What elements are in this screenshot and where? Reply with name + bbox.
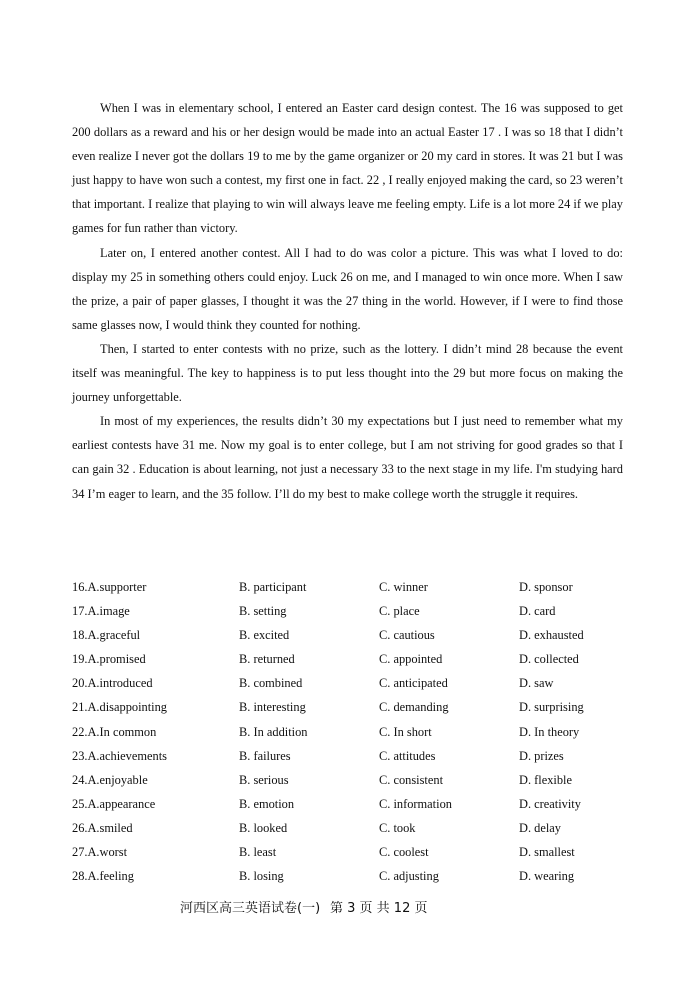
option-b: B. least (239, 845, 277, 860)
option-a: 21.A.disappointing (72, 700, 167, 715)
option-c: C. adjusting (379, 869, 439, 884)
option-d: D. delay (519, 820, 561, 835)
option-d: D. prizes (519, 748, 564, 763)
option-a: 17.A.image (72, 604, 130, 619)
option-c: C. anticipated (379, 676, 448, 691)
passage-paragraph-1: When I was in elementary school, I entered an Easter card design contest. The 16 was supposed to get 200 dollars as a reward and his or her design would be made into an actual Easter 17 . I was so 18 that I didn’t even realize I never got the dollars 19 to me by the game organizer or 20 my card in stores. It was 21 but I was just happy to have won such a contest, my first one in fact. 22 , I really enjoyed making the card, so 23 weren’t that important. I realize that playing to win will always leave me feeling empty. Life is a lot more 24 if we play games for fun rather than victory. (72, 101, 623, 236)
passage-paragraph-3: Then, I started to enter contests with no prize, such as the lottery. I didn’t mind 28 because the event itself was meaningful. The key to happiness is to put less thought into the 29 but more focus on making the journey unforgettable. (72, 341, 623, 405)
option-d: D. In theory (519, 724, 580, 739)
question-20-options (72, 673, 632, 697)
question-16-options (72, 577, 632, 601)
option-c: C. In short (379, 724, 432, 739)
question-21-options (72, 697, 632, 721)
option-a: 18.A.graceful (72, 628, 141, 643)
option-d: D. surprising (519, 700, 584, 715)
page-number: 第 3 页 共 12 页 (330, 901, 428, 916)
option-b: B. returned (239, 652, 295, 667)
passage-paragraph-2: Later on, I entered another contest. All I had to do was color a picture. This was what I loved to do: display my 25 in something others could enjoy. Luck 26 on me, and I managed to win once more. When I saw the prize, a pair of paper glasses, I thought it was the 27 thing in the world. However, if I were to find those same glasses now, I would think they counted for nothing. (72, 245, 623, 332)
option-b: B. losing (239, 869, 284, 884)
option-d: D. sponsor (519, 580, 573, 594)
question-18-options (72, 625, 632, 649)
option-c: C. attitudes (379, 748, 436, 763)
question-23-options (72, 746, 632, 770)
option-a: 25.A.appearance (72, 796, 156, 811)
option-a: 24.A.enjoyable (72, 772, 148, 787)
option-b: B. failures (239, 748, 291, 763)
question-25-options (72, 794, 632, 818)
option-a: 16.A.supporter (72, 580, 147, 594)
option-a: 28.A.feeling (72, 869, 134, 884)
option-c: C. information (379, 796, 452, 811)
option-c: C. winner (379, 580, 428, 594)
question-26-options (72, 818, 632, 842)
answer-options (72, 577, 632, 890)
option-a: 22.A.In common (72, 724, 157, 739)
question-27-options (72, 842, 632, 866)
option-b: B. combined (239, 676, 303, 691)
cloze-passage (72, 96, 623, 506)
option-c: C. cautious (379, 628, 435, 643)
option-a: 27.A.worst (72, 845, 128, 860)
option-c: C. demanding (379, 700, 449, 715)
option-b: B. participant (239, 580, 307, 594)
option-b: B. interesting (239, 700, 306, 715)
option-d: D. saw (519, 676, 554, 691)
option-c: C. place (379, 604, 420, 619)
exam-title: 河西区高三英语试卷(一) (180, 901, 321, 916)
option-b: B. serious (239, 772, 289, 787)
option-c: C. appointed (379, 652, 443, 667)
option-d: D. creativity (519, 796, 581, 811)
question-28-options (72, 866, 632, 890)
option-b: B. emotion (239, 796, 295, 811)
option-d: D. collected (519, 652, 579, 667)
option-d: D. exhausted (519, 628, 584, 643)
option-b: B. excited (239, 628, 290, 643)
question-24-options (72, 770, 632, 794)
option-d: D. wearing (519, 869, 575, 884)
option-c: C. consistent (379, 772, 444, 787)
option-b: B. In addition (239, 724, 308, 739)
passage-paragraph-4: In most of my experiences, the results didn’t 30 my expectations but I just need to remember what my earliest contests have 31 me. Now my goal is to enter college, but I am not striving for good grades so that I can gain 32 . Education is about learning, not just a necessary 33 to the next stage in my life. I'm studying hard 34 I’m eager to learn, and the 35 follow. I’ll do my best to make college worth the struggle it requires. (72, 414, 623, 501)
question-17-options (72, 601, 632, 625)
option-b: B. looked (239, 820, 288, 835)
option-a: 23.A.achievements (72, 748, 167, 763)
option-d: D. flexible (519, 772, 572, 787)
option-c: C. coolest (379, 845, 429, 860)
question-19-options (72, 649, 632, 673)
option-a: 26.A.smiled (72, 820, 133, 835)
option-b: B. setting (239, 604, 287, 619)
option-a: 19.A.promised (72, 652, 146, 667)
option-c: C. took (379, 820, 416, 835)
option-d: D. card (519, 604, 556, 619)
option-a: 20.A.introduced (72, 676, 153, 691)
question-22-options (72, 722, 632, 746)
option-d: D. smallest (519, 845, 575, 860)
